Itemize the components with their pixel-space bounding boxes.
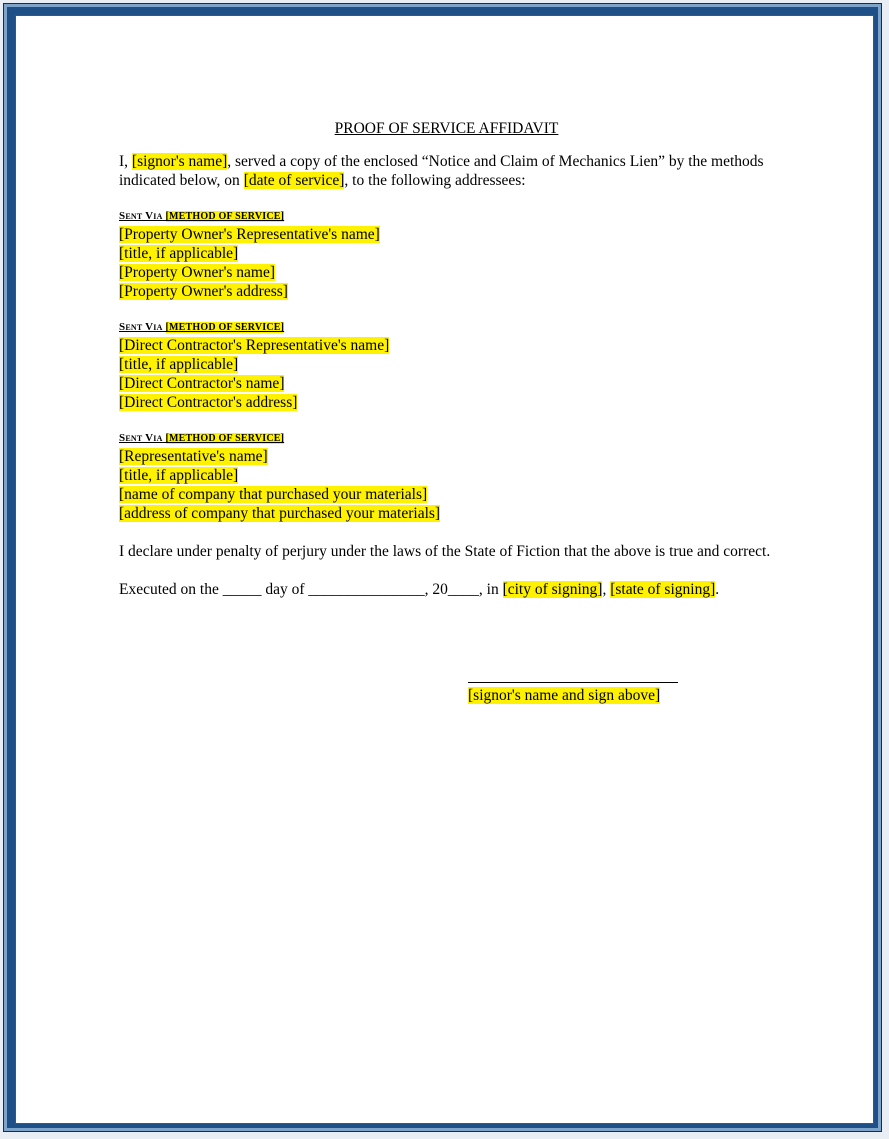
block-line: [name of company that purchased your materials] — [119, 486, 428, 503]
intro-text-2: , served a copy of the enclosed “Notice and Claim of Mechanics Lien” by the methods indicated below, on — [119, 153, 764, 189]
intro-paragraph — [119, 152, 774, 190]
method-of-service-field: [METHOD OF SERVICE] — [165, 211, 285, 222]
block-line: [Representative's name] — [119, 448, 268, 465]
recipient-block-owner — [119, 208, 774, 301]
method-of-service-field: [METHOD OF SERVICE] — [165, 433, 285, 444]
sent-via-heading — [119, 208, 774, 225]
intro-text-3: , to the following addressees: — [344, 172, 526, 189]
executed-line — [119, 580, 774, 599]
affidavit-content — [119, 119, 774, 704]
sent-via-label: Sent Via — [119, 432, 163, 444]
block-line: [Direct Contractor's address] — [119, 394, 298, 411]
sent-via-heading — [119, 319, 774, 336]
document-title: PROOF OF SERVICE AFFIDAVIT — [334, 120, 559, 137]
block-line: [title, if applicable] — [119, 356, 239, 373]
block-line: [Direct Contractor's Representative's name] — [119, 337, 390, 354]
block-line: [title, if applicable] — [119, 467, 239, 484]
recipient-block-contractor — [119, 319, 774, 412]
method-of-service-field: [METHOD OF SERVICE] — [165, 322, 285, 333]
block-line: [Property Owner's Representative's name] — [119, 226, 380, 243]
signor-name-field: [signor's name] — [131, 153, 228, 170]
block-line: [address of company that purchased your materials] — [119, 505, 441, 522]
state-of-signing-field: [state of signing] — [610, 581, 716, 598]
city-of-signing-field: [city of signing] — [502, 581, 603, 598]
signature-label: [signor's name and sign above] — [468, 687, 661, 704]
block-line: [Property Owner's name] — [119, 264, 276, 281]
executed-suffix: . — [715, 581, 720, 598]
date-of-service-field: [date of service] — [243, 172, 345, 189]
executed-separator: , — [602, 581, 611, 598]
sent-via-heading — [119, 430, 774, 447]
sent-via-label: Sent Via — [119, 210, 163, 222]
executed-text: Executed on the _____ day of _______________, 20____, in — [119, 581, 503, 598]
declaration-paragraph: I declare under penalty of perjury under the laws of the State of Fiction that the above is true and correct. — [119, 543, 771, 560]
signature-block — [468, 682, 678, 705]
document-page — [15, 15, 874, 1124]
signature-line — [468, 682, 678, 683]
block-line: [Direct Contractor's name] — [119, 375, 285, 392]
intro-text-1: I, — [119, 153, 132, 170]
block-line: [title, if applicable] — [119, 245, 239, 262]
sent-via-label: Sent Via — [119, 321, 163, 333]
recipient-block-purchaser — [119, 430, 774, 523]
block-line: [Property Owner's address] — [119, 283, 288, 300]
